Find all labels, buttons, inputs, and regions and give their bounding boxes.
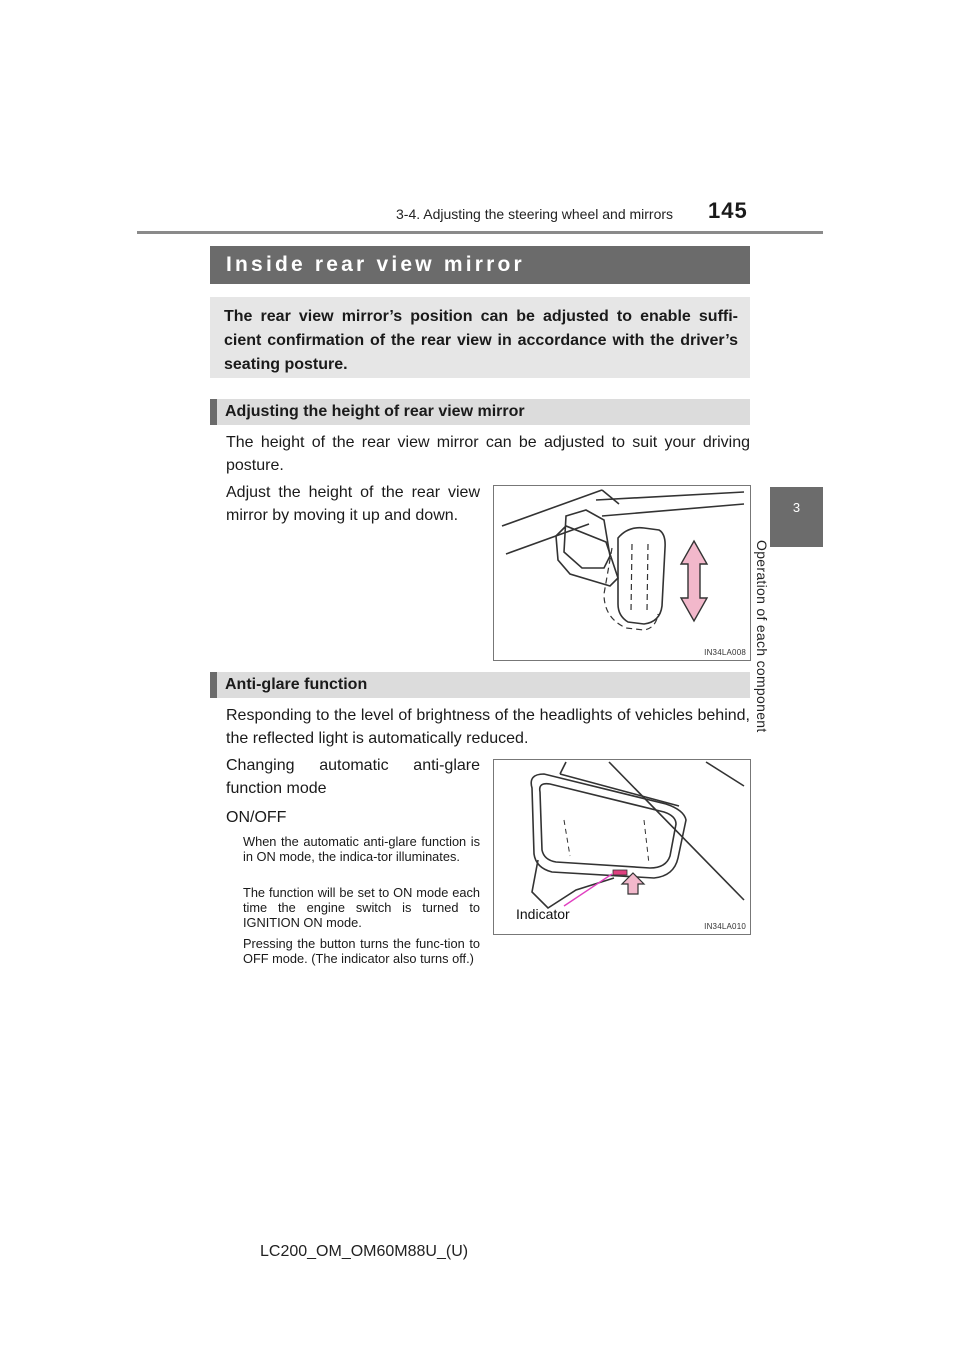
indicator-light-icon xyxy=(613,870,627,875)
note-ignition: The function will be set to ON mode each time the engine switch is turned to IGNITION ON mode. xyxy=(243,885,480,930)
figure-code: IN34LA008 xyxy=(704,648,746,657)
header-rule xyxy=(137,231,823,234)
section-heading-height: Adjusting the height of rear view mirror xyxy=(210,399,750,425)
chapter-title: Operation of each component xyxy=(754,540,770,733)
section-breadcrumb: 3-4. Adjusting the steering wheel and mirrors xyxy=(396,206,674,222)
page-title: Inside rear view mirror xyxy=(210,246,750,284)
note-indicator: When the automatic anti-glare function is in ON mode, the indica-tor illuminates. xyxy=(243,834,480,864)
up-down-arrow-icon xyxy=(681,541,707,621)
intro-text: The rear view mirror’s position can be adjusted to enable suffi-cient confirmation of the rear view in accordance with the driver’s seating posture. xyxy=(224,308,738,373)
antiglare-mode-text: Changing automatic anti-glare function mode xyxy=(226,757,480,797)
indicator-label: Indicator xyxy=(516,906,570,922)
figure-code: IN34LA010 xyxy=(704,922,746,931)
chapter-number: 3 xyxy=(792,500,801,515)
figure-antiglare xyxy=(493,759,751,935)
antiglare-paragraph: Responding to the level of brightness of the headlights of vehicles behind, the reflected light is automatically reduced. xyxy=(226,707,750,747)
section-heading-antiglare: Anti-glare function xyxy=(210,672,750,698)
figure-mirror-height xyxy=(493,485,751,661)
chapter-tab xyxy=(770,487,823,547)
note-off-mode: Pressing the button turns the func-tion to OFF mode. (The indicator also turns off.) xyxy=(243,936,480,966)
mirror-height-illustration xyxy=(494,486,750,660)
indicator-leader-line xyxy=(564,874,612,906)
height-paragraph: The height of the rear view mirror can be adjusted to suit your driving posture. xyxy=(226,434,750,474)
height-instruction: Adjust the height of the rear view mirror by moving it up and down. xyxy=(226,484,480,524)
intro-box xyxy=(210,297,750,378)
on-off-label: ON/OFF xyxy=(226,809,287,826)
page-number: 145 xyxy=(708,198,748,223)
footer-code: LC200_OM_OM60M88U_(U) xyxy=(260,1243,469,1260)
